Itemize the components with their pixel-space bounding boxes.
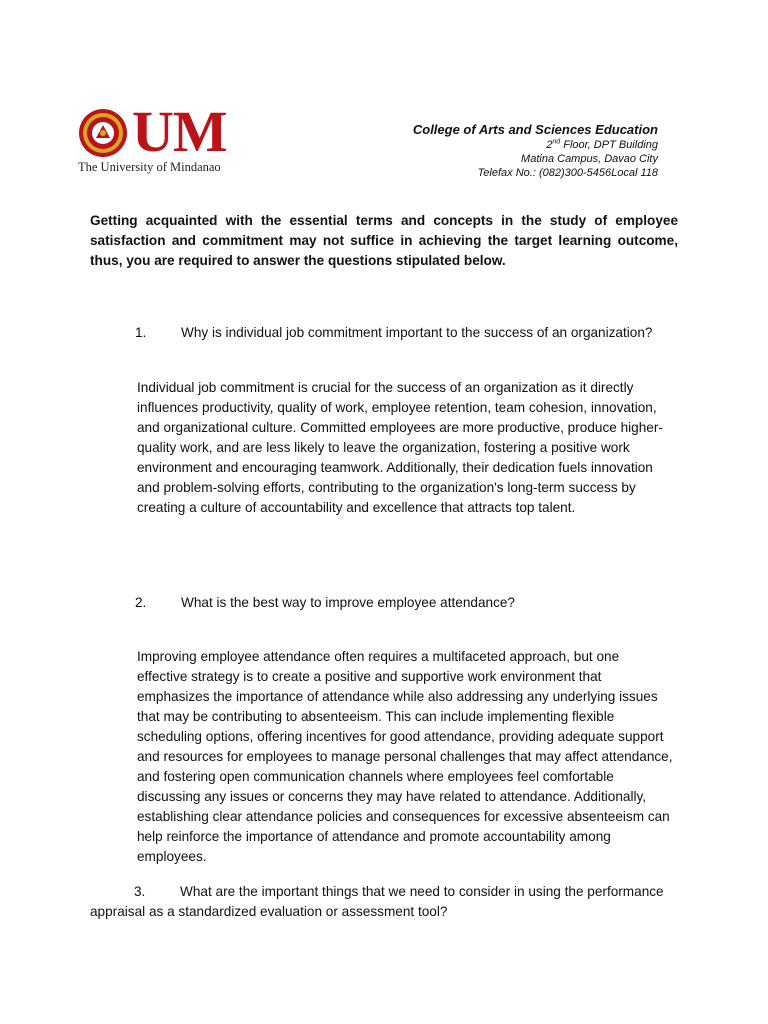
campus-line: Matina Campus, Davao City	[521, 153, 658, 165]
department-address-block	[413, 121, 658, 180]
university-seal-icon	[78, 108, 128, 158]
answer-1: Individual job commitment is crucial for the success of an organization as it directly influences productivity, quality of work, employee retention, team cohesion, innovation, and organizational culture. Committed employees are more productive, produce higher-quality work, and are less likely to leave the organization, fostering a positive work environment and encouraging teamwork. Additionally, their dedication fuels innovation and problem-solving efforts, contributing to the organization's long-term success by creating a culture of accountability and excellence that attracts top talent.	[137, 380, 663, 515]
university-logo	[78, 99, 248, 178]
question-text: What is the best way to improve employee attendance?	[181, 595, 515, 610]
question-number: 3.	[134, 884, 146, 899]
intro-paragraph: Getting acquainted with the essential terms and concepts in the study of employee satisfaction and commitment may not suffice in achieving the target learning outcome, thus, you are required to answer the questions stipulated below.	[90, 213, 678, 268]
answer-2: Improving employee attendance often requires a multifaceted approach, but one effective strategy is to create a positive and supportive work environment that emphasizes the importance of attendance while also addressing any underlying issues that may be contributing to absenteeism. This can include implementing flexible scheduling options, offering incentives for good attendance, providing adequate support and resources for employees to manage personal challenges that may affect attendance, and fostering open communication channels where employees feel comfortable discussing any issues or concerns they may have related to attendance. Additionally, establishing clear attendance policies and consequences for excessive absenteeism can help reinforce the importance of attendance and promote accountability among employees.	[137, 649, 673, 864]
question-number: 1.	[135, 325, 147, 340]
question-3	[90, 882, 680, 922]
university-name: The University of Mindanao	[78, 160, 221, 174]
floor-building: Floor, DPT Building	[560, 139, 658, 151]
question-text: Why is individual job commitment important to the success of an organization?	[181, 325, 653, 340]
floor-ordinal: nd	[552, 138, 561, 146]
floor-line	[413, 138, 658, 152]
logo-um-letters: UM	[132, 99, 227, 164]
floor-number: 2	[546, 139, 553, 151]
question-number: 2.	[135, 595, 147, 610]
question-text: What are the important things that we need to consider in using the performance appraisal as a standardized evaluation or assessment tool?	[90, 884, 664, 919]
department-title: College of Arts and Sciences Education	[412, 122, 658, 137]
telefax-line: Telefax No.: (082)300-5456Local 118	[477, 167, 658, 179]
